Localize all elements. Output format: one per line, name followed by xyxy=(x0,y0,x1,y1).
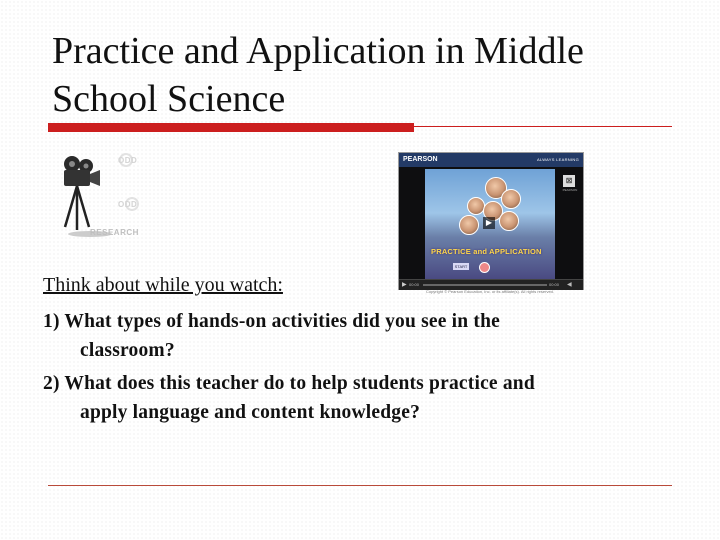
volume-icon[interactable]: ◀ xyxy=(567,281,572,288)
question-2-line-2: apply language and content knowledge? xyxy=(80,402,421,423)
title-line-1: Practice and Application in Middle xyxy=(52,30,584,72)
player-brand: PEARSON xyxy=(403,156,438,163)
title-line-2: School Science xyxy=(52,78,286,120)
logo-word-research: RESEARCH xyxy=(90,228,139,237)
student-photo xyxy=(499,211,519,231)
player-tagline: ALWAYS LEARNING xyxy=(537,157,579,162)
title-underline-thick xyxy=(48,123,414,132)
player-header xyxy=(399,153,583,167)
question-2-line-1: 2) What does this teacher do to help students practice and xyxy=(43,373,535,394)
play-pause-icon[interactable]: ▶ xyxy=(402,281,407,288)
video-title: PRACTICE and APPLICATION xyxy=(431,247,542,256)
slide-title xyxy=(52,27,672,123)
start-button[interactable]: START xyxy=(454,264,468,269)
pearson-logo-icon: ⊠ xyxy=(563,175,575,187)
title-underline-thin xyxy=(414,126,672,127)
side-brand-text: PEARSON xyxy=(562,188,578,192)
current-time: 00:00 xyxy=(409,282,420,287)
play-icon[interactable]: ▶ xyxy=(483,217,495,229)
question-1-line-2: classroom? xyxy=(80,340,175,361)
video-screen[interactable] xyxy=(425,169,555,279)
logo-word-2: ODD xyxy=(118,200,138,209)
question-1 xyxy=(43,307,663,365)
logo-word-1: ODD xyxy=(118,156,138,165)
video-copyright: Copyright © Pearson Education, Inc. or its affiliate(s). All rights reserved. xyxy=(425,289,555,294)
watch-prompt: Think about while you watch: xyxy=(43,274,283,296)
video-player[interactable] xyxy=(398,152,584,290)
question-1-line-1: 1) What types of hands-on activities did you see in the xyxy=(43,311,501,332)
question-2 xyxy=(43,369,663,427)
menu-icon[interactable] xyxy=(479,262,490,273)
total-time: 00:00 xyxy=(549,282,560,287)
student-photo xyxy=(501,189,521,209)
student-photo xyxy=(459,215,479,235)
film-camera-logo xyxy=(50,152,150,242)
seek-bar[interactable] xyxy=(423,284,547,286)
footer-rule xyxy=(48,485,672,486)
